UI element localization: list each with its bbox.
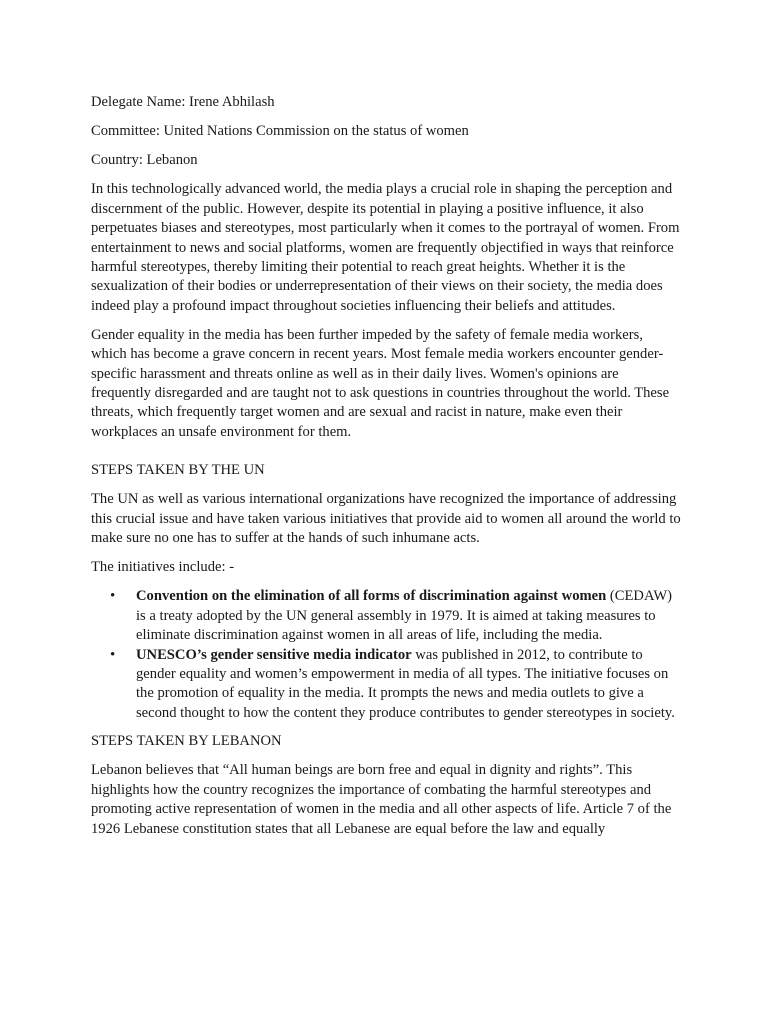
safety-paragraph: Gender equality in the media has been further impeded by the safety of female media workers, which has become a grave concern in recent years. Most female media workers encounter gender-specific harassment and threats online as well as in their daily lives. Women's opinions are frequently disregarded and are taught not to ask questions in countries throughout the world. These threats, which frequently target women and are sexual and racist in nature, make even their workplaces an unsafe environment for them. <box>91 326 670 440</box>
lebanon-section-text: Lebanon believes that “All human beings are born free and equal in dignity and rights”. This highlights how the country recognizes the importance of combating the harmful stereotypes and promoting active representation of women in the media and all other aspects of life. Article 7 of the 1926 Lebanese constitution states that all Lebanese are equal before the law and equally <box>91 762 672 837</box>
list-item <box>91 587 681 645</box>
delegate-name: Delegate Name: Irene Abhilash <box>91 94 275 110</box>
document-body <box>91 93 681 849</box>
initiatives-list <box>91 587 681 723</box>
initiative-text: was published in 2012, to contribute to gender equality and women’s empowerment in media of all types. The initiative focuses on the promotion of equality in the media. It prompts the news and media outlets to give a second thought to how the content they produce contributes to gender stereotypes in society. <box>136 646 675 721</box>
un-section-heading: STEPS TAKEN BY THE UN <box>91 462 265 479</box>
intro-paragraph: In this technologically advanced world, the media plays a crucial role in shaping the perception and discernment of the public. However, despite its potential in playing a positive influence, it also perpetuates biases and stereotypes, most particularly when it comes to the portrayal of women. From entertainment to news and social platforms, women are frequently objectified in ways that reinforce harmful stereotypes, thereby limiting their potential to reach great heights. Whether it is the sexualization of their bodies or underrepresentation of their views on their society, the media does indeed play a profound impact throughout societies influencing their beliefs and attitudes. <box>91 181 680 314</box>
un-section-intro: The UN as well as various international organizations have recognized the importance of addressing this crucial issue and have taken various initiatives that provide aid to women all around the world to make sure no one has to suffer at the hands of such inhumane acts. <box>91 491 681 547</box>
lebanon-section-heading: STEPS TAKEN BY LEBANON <box>91 733 282 750</box>
bullet-icon: • <box>110 646 116 663</box>
initiative-text: (CEDAW) is a treaty adopted by the UN general assembly in 1979. It is aimed at taking measures to eliminate discrimination against women in all areas of life, including the media. <box>136 588 672 644</box>
list-item <box>91 646 681 724</box>
initiative-title: Convention on the elimination of all forms of discrimination against women <box>136 588 607 605</box>
committee: Committee: United Nations Commission on the status of women <box>91 123 469 140</box>
country: Country: Lebanon <box>91 152 198 169</box>
bullet-icon: • <box>110 588 116 605</box>
initiative-title: UNESCO’s gender sensitive media indicator <box>136 646 412 663</box>
initiatives-intro: The initiatives include: - <box>91 559 235 576</box>
